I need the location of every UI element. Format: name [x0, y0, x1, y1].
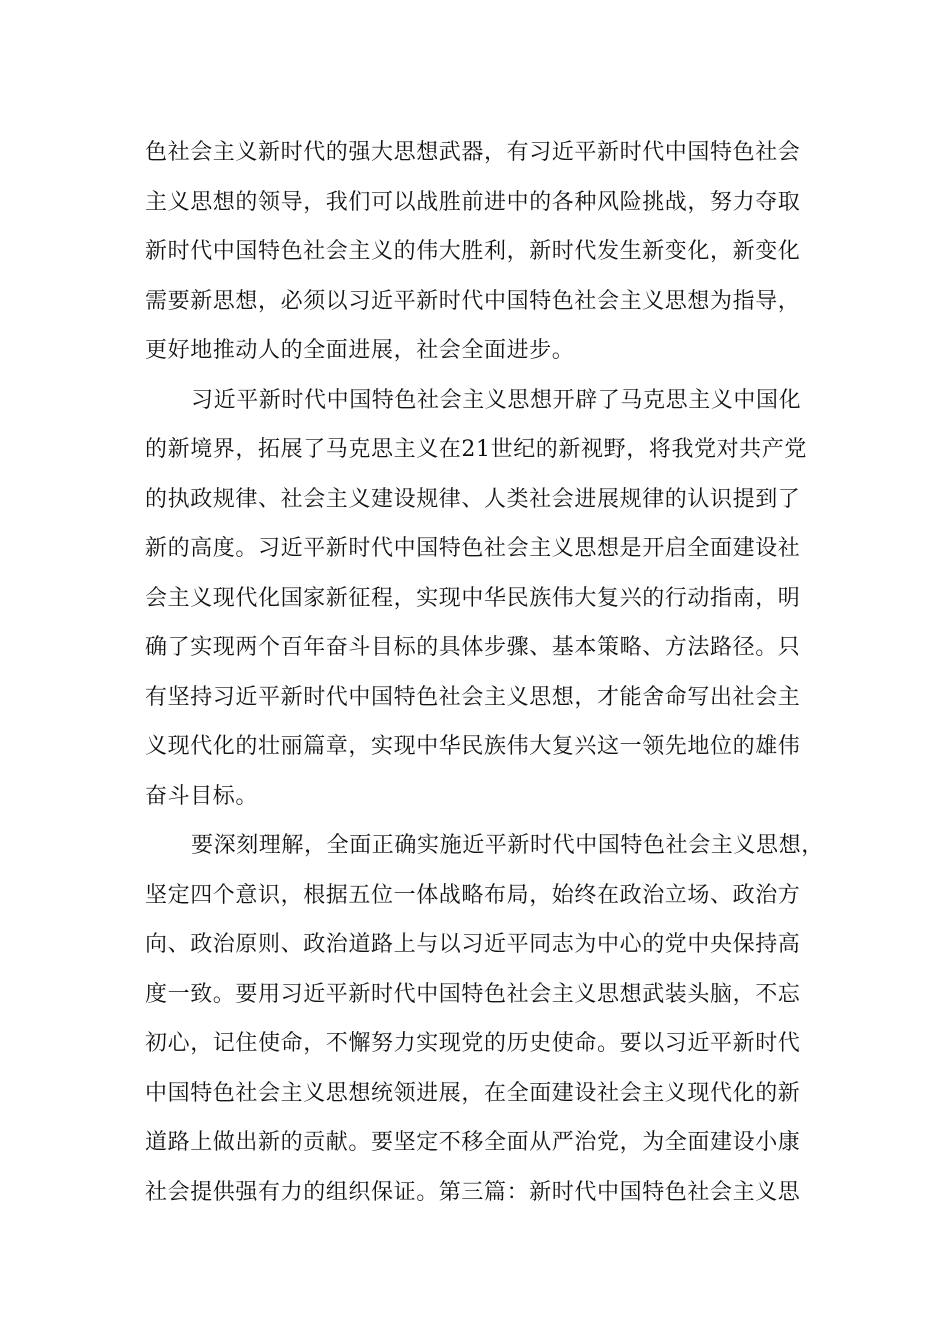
text-line: 奋斗目标。 [145, 783, 259, 809]
paragraph-2 [145, 376, 815, 822]
text-line: 新时代中国特色社会主义的伟大胜利，新时代发生新变化，新变化 [145, 239, 801, 264]
text-line: 习近平新时代中国特色社会主义思想开辟了马克思主义中国化 [191, 387, 802, 413]
text-line: 新的高度。习近平新时代中国特色社会主义思想是开启全面建设社 [145, 536, 801, 561]
text-line: 度一致。要用习近平新时代中国特色社会主义思想武装头脑，不忘 [145, 981, 801, 1007]
text-line: 道路上做出新的贡献。要坚定不移全面从严治党，为全面建设小康 [145, 1130, 801, 1155]
text-line: 色社会主义新时代的强大思想武器，有习近平新时代中国特色社会 [145, 140, 801, 165]
text-line: 向、政治原则、政治道路上与以习近平同志为中心的党中央保持高 [145, 932, 801, 957]
paragraph-3 [145, 821, 824, 1217]
text-line: 主义思想的领导，我们可以战胜前进中的各种风险挑战，努力夺取 [145, 189, 801, 215]
text-line: 社会提供强有力的组织保证。第三篇：新时代中国特色社会主义思 [145, 1179, 801, 1205]
text-line: 的新境界，拓展了马克思主义在21世纪的新视野，将我党对共产党 [145, 437, 807, 462]
body-text [145, 128, 824, 1217]
text-line: 要深刻理解，全面正确实施近平新时代中国特色社会主义思想， [191, 833, 824, 858]
text-line: 需要新思想，必须以习近平新时代中国特色社会主义思想为指导， [145, 288, 801, 314]
text-line: 更好地推动人的全面进展，社会全面进步。 [145, 338, 575, 363]
text-line: 初心，记住使命，不懈努力实现党的历史使命。要以习近平新时代 [145, 1031, 801, 1056]
text-line: 会主义现代化国家新征程，实现中华民族伟大复兴的行动指南，明 [145, 585, 801, 611]
text-line: 有坚持习近平新时代中国特色社会主义思想，才能舍命写出社会主 [145, 684, 801, 710]
text-line: 的执政规律、社会主义建设规律、人类社会进展规律的认识提到了 [145, 486, 801, 512]
paragraph-1 [145, 128, 815, 376]
text-line: 中国特色社会主义思想统领进展，在全面建设社会主义现代化的新 [145, 1080, 801, 1106]
text-line: 坚定四个意识，根据五位一体战略布局，始终在政治立场、政治方 [145, 882, 801, 908]
text-line: 确了实现两个百年奋斗目标的具体步骤、基本策略、方法路径。只 [145, 635, 801, 660]
text-line: 义现代化的壮丽篇章，实现中华民族伟大复兴这一领先地位的雄伟 [145, 734, 801, 759]
